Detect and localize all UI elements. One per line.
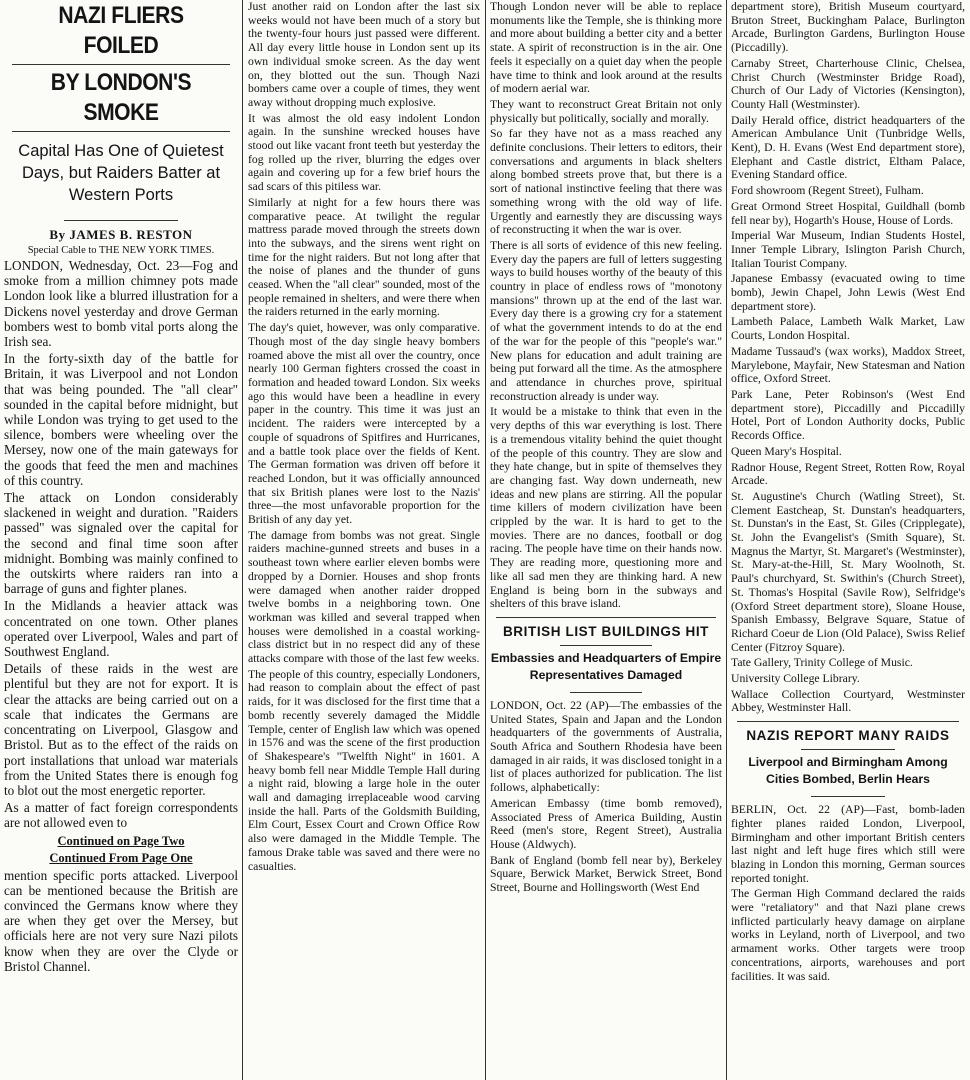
headline-line-2: BY LONDON'S SMOKE (50, 69, 192, 126)
column-3 (490, 0, 722, 1080)
paragraph: Japanese Embassy (evacuated owing to time bomb), Jewin Chapel, John Lewis (West End department store). (731, 272, 965, 313)
deck-divider (811, 796, 885, 797)
deck-divider-top (12, 131, 230, 132)
paragraph: Bank of England (bomb fell near by), Berkeley Square, Berwick Market, Berwick Street, Bond Street, Bourne and Hollingsworth (West End (490, 853, 722, 895)
paragraph: Imperial War Museum, Indian Students Hostel, Inner Temple Library, Islington Parish Church, Italian Tourist Company. (731, 229, 965, 270)
paragraph: The attack on London considerably slackened in weight and duration. "Raiders passed" was signaled over the capital for the second and final time soon after midnight. Bombing was mainly confined to the outskirts where raiders ran into a barrage of guns and fighter planes. (4, 490, 238, 597)
paragraph: Tate Gallery, Trinity College of Music. (731, 656, 913, 670)
paragraph: Details of these raids in the west are plentiful but they are not for export. It is clear the attacks are being carried out on a scale that indicates the Germans are concentrating on Liverpool, Glasgow and Bristol. But as to the effect of the raids on port installations that unload war materials from the United States there is enough fog to blot out the most energetic reporter. (4, 661, 238, 798)
paragraph: The damage from bombs was not great. Single raiders machine-gunned streets and buses in a southeast town where earlier eleven bombs were dropped by a Dornier. Houses and shop fronts were damaged when another raider dropped twelve bombs in a neighboring town. One workman was killed and several trapped when houses were demolished in a coastal working-class district but in no respect did any of these attacks compare with those of the last few weeks. (248, 528, 480, 666)
column-rule (726, 0, 727, 1080)
article-headline: BRITISH LIST BUILDINGS HIT (502, 623, 710, 639)
deck: Capital Has One of Quietest Days, but Raiders Batter at Western Ports (18, 142, 224, 204)
article-deck: Liverpool and Birmingham Among Cities Bombed, Berlin Hears (748, 755, 948, 787)
paragraph: There is all sorts of evidence of this new feeling. Every day the papers are full of letters suggesting ways to build houses worthy of the beauty of this country in place of endless rows of "monotony mansions" thrown up at the end of the last war. Every day there is a growing cry for a statement of what the government intends to do at the end of the war for the people of this "people's war." New plans for education and adult training are being put forward all the time. As the atmosphere and attendance in churches prove, spiritual reconstruction already is under way. (490, 238, 722, 403)
paragraph: The people of this country, especially Londoners, had reason to complain about the effect of past raids, for it was disclosed for the first time that a bomb recently severely damaged the Middle Temple, center of English law which was opened in 1576 and was the scene of the first production of Shakespeare's "Twelfth Night" in 1601. A heavy bomb fell near Middle Temple Hall during a night raid, blowing a large hole in the outer wall and damaging irreplaceable wood carving inside the hall. Parts of the Goldsmith Building, Elm Court, Essex Court and Crown Office Row also were damaged in the Middle Temple. The famous Drake table was saved and there were no casualties. (248, 667, 480, 873)
paragraph: Wallace Collection Courtyard, Westminster Abbey, Westminster Hall. (731, 687, 965, 715)
paragraph: mention specific ports attacked. Liverpool can be mentioned because the British are convinced the Germans know where they are when they get over the Mersey, but officials here are not very sure Nazi pilots know when they are over the Clyde or Bristol Channel. (4, 867, 238, 974)
paragraph: LONDON, Wednesday, Oct. 23—Fog and smoke from a million chimney pots made London look like a blurred illustration for a Dickens novel yesterday and drove German bombers west to bomb vital ports along the Irish sea. (4, 258, 238, 350)
special-cable-credit: Special Cable to THE NEW YORK TIMES. (27, 245, 215, 256)
paragraph: Daily Herald office, district headquarters of the American Ambulance Unit (Tunbridge Wells, Kent), D. H. Evans (West End department store), Elephant and Castle district, Eltham Palace, Evening Standard office. (731, 113, 965, 182)
paragraph: University College Library. (731, 672, 860, 686)
paragraph: Similarly at night for a few hours there was comparative peace. At twilight the regular mattress parade moved through the streets down into the subways, and the sirens went right on time for the night raiders. But not long after that the noise of planes and the thunder of guns ceased. When the "all clear" sounded, most of the people remained in shelters, and were there when the raiders returned in the early morning. (248, 195, 480, 319)
headline-divider (12, 64, 230, 65)
article-separator (737, 721, 959, 722)
byline: By JAMES B. RESTON (49, 227, 193, 242)
paragraph: It would be a mistake to think that even in the very depths of this war everything is lost. There is a tremendous vitality behind the quiet thought of the people of this country. They are slow and they hate change, but in spite of themselves they are changing fast. Way down underneath, new ideas and new plans are stirring. All the popular time killers of modern civilization have been crippled by the war. It is hard to get to the movies. There are no dances, football or dog racing. The people have time on their hands now. They are reading more, questioning more and like all sad men they are thinking hard. A new England is being born in the subways and shelters of this brave island. (490, 405, 722, 611)
paragraph: Though London never will be able to replace monuments like the Temple, she is thinking more and more about building a better city and a better state. A spirit of reconstruction is in the air. One feels it especially on a quiet day when the people have time to think and look around at the results of modern aerial war. (490, 0, 722, 96)
paragraph: LONDON, Oct. 22 (AP)—The embassies of the United States, Spain and Japan and the London headquarters of the governments of Australia, South Africa and Southern Rhodesia have been damaged in air raids, it was disclosed tonight in a list of places authorized for publication. The list follows, alphabetically: (490, 698, 722, 795)
deck-divider (570, 692, 642, 693)
paragraph: So far they have not as a mass reached any definite conclusions. Their letters to editors, their conversations and arguments in black shelters along bombed streets prove that, but there is a sort of national instinctive feeling that there was something wrong with the old way of life. Urgently and earnestly they are discussing ways of reconstructing it when the war is over. (490, 127, 722, 237)
column-rule (485, 0, 486, 1080)
paragraph: Ford showroom (Regent Street), Fulham. (731, 184, 924, 198)
deck-divider (560, 645, 652, 646)
paragraph: Great Ormond Street Hospital, Guildhall (bomb fell near by), Hogarth's House, House of Lords. (731, 199, 965, 227)
paragraph: They want to reconstruct Great Britain not only physically but politically, socially and morally. (490, 97, 722, 125)
continued-from-notice: Continued From Page One (49, 850, 193, 865)
paragraph: Queen Mary's Hospital. (731, 444, 842, 458)
paragraph: The German High Command declared the raids were "retaliatory" and that Nazi plane crews inflicted particularly heavy damage on airplane works in Leyland, north of Liverpool, and two armament works. Other targets were troop concentrations, airports, warehouses and port facilities. It was said. (731, 887, 965, 983)
paragraph: Lambeth Palace, Lambeth Walk Market, Law Courts, London Hospital. (731, 315, 965, 343)
deck-divider (801, 749, 895, 750)
article-deck: Embassies and Headquarters of Empire Representatives Damaged (490, 650, 722, 682)
paragraph: Park Lane, Peter Robinson's (West End department store), Piccadilly and Piccadilly Hotel, Port of London Authority docks, Public Records Office. (731, 387, 965, 443)
column-2 (248, 0, 480, 1080)
headline-line-1: NAZI FLIERS FOILED (58, 2, 184, 59)
paragraph: As a matter of fact foreign correspondents are not allowed even to (4, 800, 238, 831)
paragraph: In the forty-sixth day of the battle for Britain, it was Liverpool and not London that was being pounded. The "all clear" sounded in the capital before midnight, but while London was trying to get used to the silence, bombers were wheeling over the Mersey, now one of the main gateways for the goods that feed the men and machines of this country. (4, 351, 238, 488)
column-4 (731, 0, 965, 1080)
paragraph: Madame Tussaud's (wax works), Maddox Street, Marylebone, Mayfair, New Statesman and Nation office, Oxford Street. (731, 344, 965, 386)
paragraph: The day's quiet, however, was only comparative. Though most of the day single heavy bombers roamed above the mist all over the country, once nearly 100 German fighters crossed the coast in formation and headed toward London. Six weeks ago this would have been a headline in every paper in the country. This time it was just an incident. The raiders were intercepted by a couple of squadrons of Spitfires and Hurricanes, and a battle took place over the fields of Kent. The German formation was driven off before it reached London, but it was officially announced that six British planes were lost to the Nazis' three—the most unfavorable proportion for the British of any day yet. (248, 321, 480, 527)
paragraph: It was almost the old easy indolent London again. In the sunshine wrecked houses have stood out like vacant front teeth but yesterday the fog rolled up the river, blurring the edges over again and covering up for a few brief hours the sad scars of this pitiless war. (248, 111, 480, 194)
deck-divider-bottom (64, 220, 178, 221)
article-separator (496, 617, 716, 618)
column-1 (4, 0, 238, 1080)
paragraph: In the Midlands a heavier attack was concentrated on one town. Other planes operated over Liverpool, Wales and part of Southwest England. (4, 598, 238, 660)
paragraph: St. Augustine's Church (Watling Street), St. Clement Eastcheap, St. Dunstan's headquarters, St. Dunstan's in the East, St. Giles (Cripplegate), St. John the Evangelist's (Smith Square), St. Magnus the Martyr, St. Margaret's (Westminster), St. Mary-at-the-Hill, St. Mary Woolnoth, St. Paul's churchyard, St. Swithin's (Church Street), St. Thomas's Hospital (Savile Row), Selfridge's (Oxford Street department store), Sloane House, Spanish Embassy, Belgrave Square, Statue of Richard Coeur de Lion (Old Palace), Swiss Relief Center (Fitzroy Square). (731, 489, 965, 654)
paragraph: Carnaby Street, Charterhouse Clinic, Chelsea, Christ Church (Westminster Bridge Road), Church of Our Lady of Victories (Kensington), County Hall (Westminster). (731, 56, 965, 111)
paragraph: BERLIN, Oct. 22 (AP)—Fast, bomb-laden fighter planes raided London, Liverpool, Birmingham and other important British centers last night and left huge fires which still were blazing in London this morning, German sources reported tonight. (731, 803, 965, 885)
paragraph: American Embassy (time bomb removed), Associated Press of America Building, Austin Reed (men's store, Regent Street), Australia House (Aldwych). (490, 796, 722, 851)
column-rule (242, 0, 243, 1080)
paragraph: Just another raid on London after the last six weeks would not have been much of a story but the twenty-four hours just passed were different. All day every little house in London sent up its own individual smoke screen. As the day went on, they blotted out the sun. Though Nazi bombers came over a couple of times, they went away without dropping much explosive. (248, 0, 480, 109)
paragraph: Radnor House, Regent Street, Rotten Row, Royal Arcade. (731, 460, 965, 488)
continued-on-notice: Continued on Page Two (57, 833, 185, 848)
article-headline: NAZIS REPORT MANY RAIDS (746, 728, 950, 744)
paragraph: department store), British Museum courtyard, Bruton Street, Buckingham Palace, Burlington Arcade, Burlington Gardens, Burlington House (Piccadilly). (731, 0, 965, 55)
